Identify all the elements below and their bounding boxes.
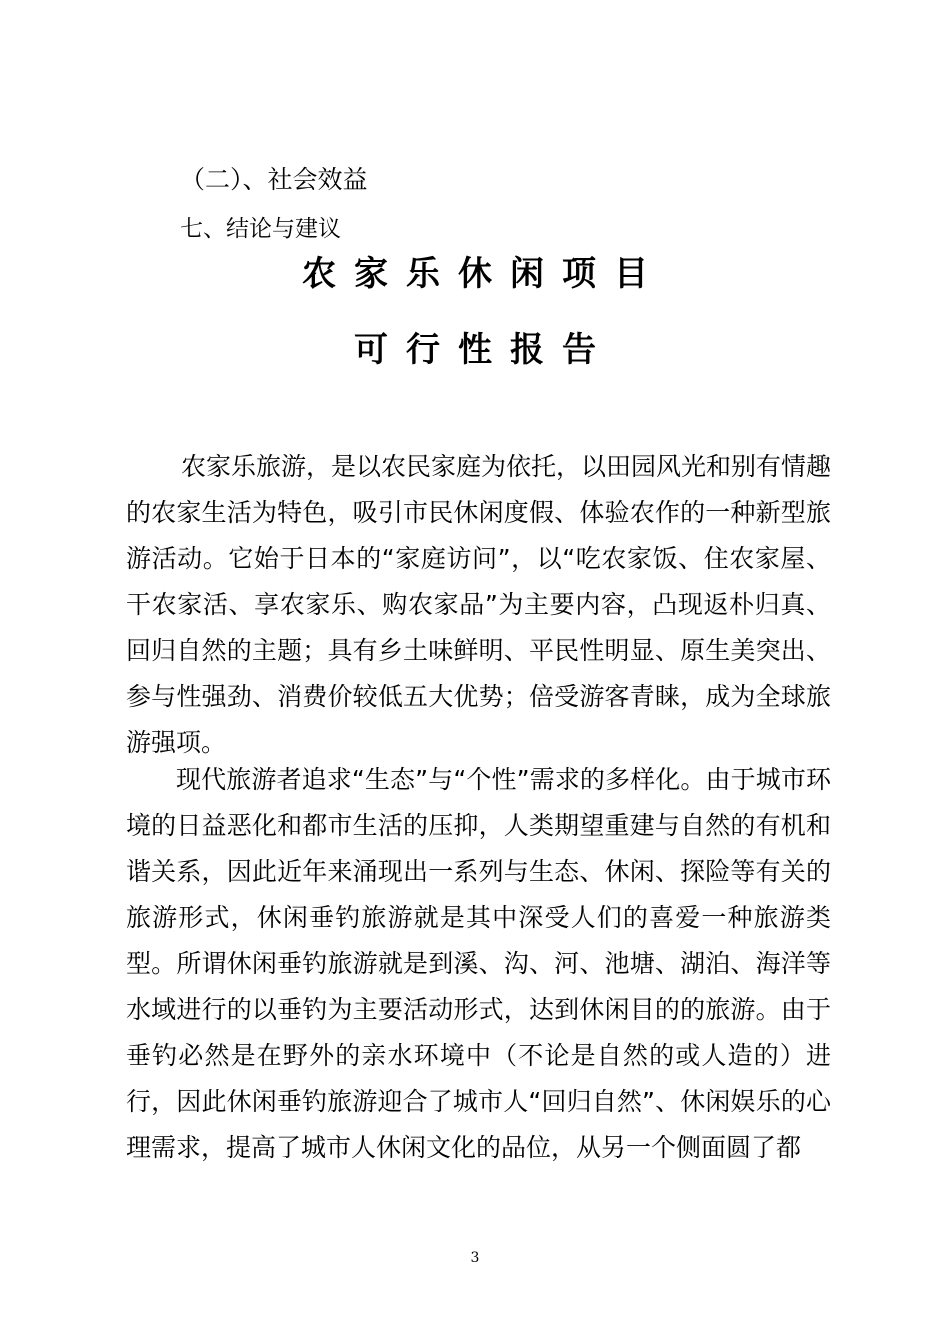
toc-item-conclusion: 七、结论与建议 — [180, 216, 341, 242]
body-paragraph-1: 农家乐旅游，是以农民家庭为依托，以田园风光和别有情趣的农家生活为特色，吸引市民休闲度假、体验农作的一种新型旅游活动。它始于日本的“家庭访问”，以“吃农家饭、住农家屋、干农家活、享农家乐、购农家品”为主要内容，凸现返朴归真、回归自然的主题；具有乡土味鲜明、平民性明显、原生美突出、参与性强劲、消费价较低五大优势；倍受游客青睐，成为全球旅游强项。 — [126, 452, 832, 757]
document-title-line-1: 农家乐休闲项目 — [302, 254, 666, 294]
body-paragraph-2: 现代旅游者追求“生态”与“个性”需求的多样化。由于城市环境的日益恶化和都市生活的压抑，人类期望重建与自然的有机和谐关系，因此近年来涌现出一系列与生态、休闲、探险等有关的旅游形式，休闲垂钓旅游就是其中深受人们的喜爱一种旅游类型。所谓休闲垂钓旅游就是到溪、沟、河、池塘、湖泊、海洋等水域进行的以垂钓为主要活动形式，达到休闲目的的旅游。由于垂钓必然是在野外的亲水环境中（不论是自然的或人造的）进行，因此休闲垂钓旅游迎合了城市人“回归自然”、休闲娱乐的心理需求，提高了城市人休闲文化的品位，从另一个侧面圆了都 — [126, 765, 831, 1162]
page-number: 3 — [470, 1250, 480, 1266]
toc-item-social-benefit: （二）、社会效益 — [180, 165, 368, 194]
document-title-line-2: 可行性报告 — [354, 330, 614, 370]
